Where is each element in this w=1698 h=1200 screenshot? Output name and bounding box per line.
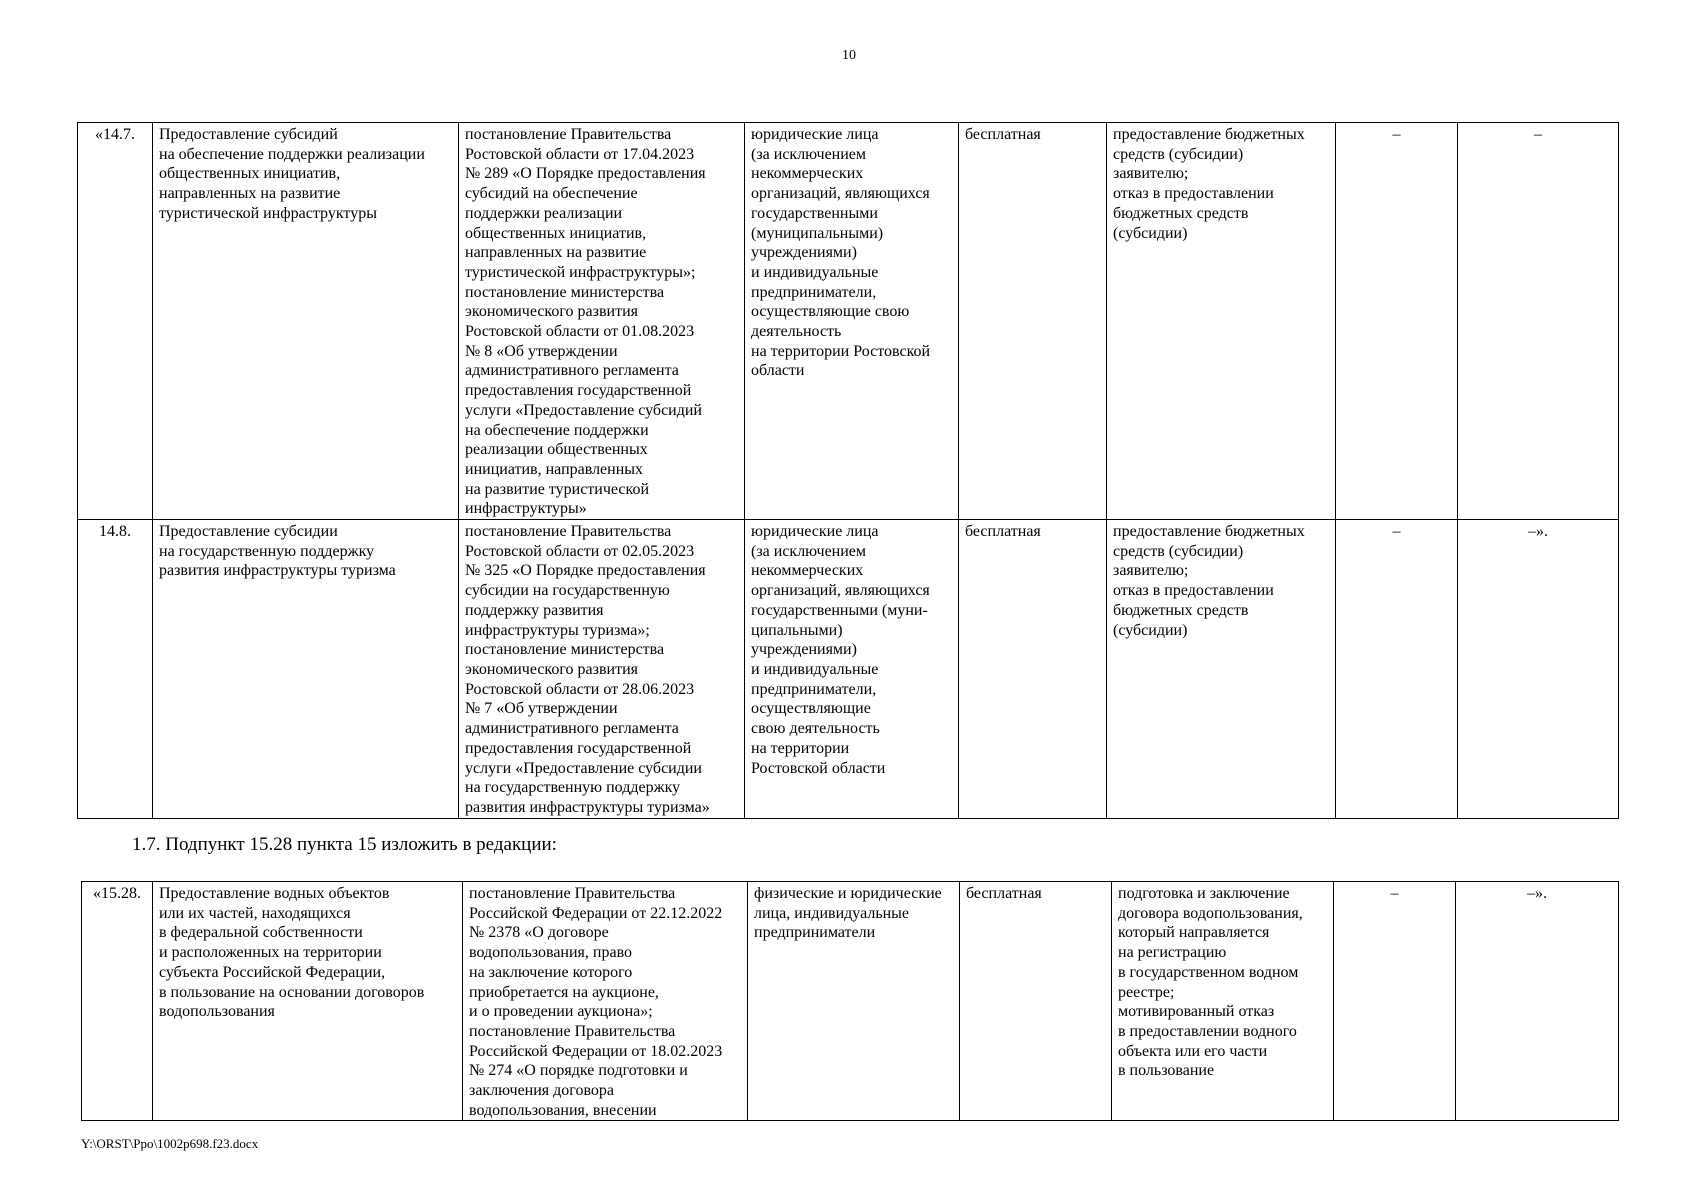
- legal-basis-cell: [463, 882, 748, 1121]
- table-row: [78, 520, 1619, 819]
- text-line: в пользование: [1118, 1062, 1215, 1080]
- text-line: свою деятельность: [751, 720, 880, 738]
- text-line: (за исключением: [751, 542, 867, 560]
- text-line: экономического развития: [465, 303, 638, 321]
- table-row: [78, 123, 1619, 520]
- text-line: и о проведении аукциона»;: [469, 1003, 653, 1021]
- text-line: развития инфраструктуры туризма»: [465, 798, 710, 816]
- text-line: на государственную поддержку: [159, 542, 375, 560]
- text-line: бесплатная: [965, 523, 1041, 541]
- text-line: (субсидии): [1113, 621, 1188, 639]
- text-line: в федеральной собственности: [159, 924, 363, 942]
- text-line: инфраструктуры туризма»;: [465, 621, 650, 639]
- text-line: объекта или его части: [1118, 1042, 1268, 1060]
- dash-cell: –».: [1458, 520, 1619, 819]
- text-line: услуги «Предоставление субсидии: [465, 759, 702, 777]
- text-line: отказ в предоставлении: [1113, 185, 1274, 203]
- text-line: постановление Правительства: [465, 126, 672, 143]
- text-line: бюджетных средств: [1113, 601, 1249, 619]
- text-line: субъекта Российской Федерации,: [159, 963, 386, 981]
- text-line: предоставления государственной: [465, 382, 692, 400]
- text-line: юридические лица: [751, 523, 879, 541]
- text-line: общественных инициатив,: [465, 224, 647, 242]
- text-line: на обеспечение поддержки реализации: [159, 145, 425, 163]
- text-line: постановление Правительства: [465, 523, 672, 541]
- text-line: услуги «Предоставление субсидий: [465, 401, 702, 419]
- text-line: в государственном водном: [1118, 963, 1299, 981]
- text-line: административного регламента: [465, 362, 679, 380]
- text-line: средств (субсидии): [1113, 145, 1244, 163]
- text-line: экономического развития: [465, 660, 638, 678]
- services-table-2: [81, 881, 1619, 1121]
- text-line: осуществляющие: [751, 700, 871, 718]
- text-line: на обеспечение поддержки: [465, 421, 649, 439]
- legal-basis-cell: [459, 520, 745, 819]
- text-line: туристической инфраструктуры: [159, 204, 377, 222]
- service-name-cell: [153, 520, 459, 819]
- text-line: развития инфраструктуры туризма: [159, 562, 396, 580]
- section-heading: 1.7. Подпункт 15.28 пункта 15 изложить в редакции:: [132, 834, 557, 855]
- text-line: деятельность: [751, 323, 842, 341]
- text-line: в пользование на основании договоров: [159, 983, 425, 1001]
- text-line: реестре;: [1118, 983, 1175, 1001]
- text-line: предоставление бюджетных: [1113, 523, 1305, 541]
- text-line: Ростовской области от 28.06.2023: [465, 680, 695, 698]
- text-line: средств (субсидии): [1113, 542, 1244, 560]
- dash-cell: –: [1458, 123, 1619, 520]
- file-path-footer: Y:\ORST\Ppo\1002p698.f23.docx: [81, 1136, 259, 1151]
- text-line: Предоставление субсидии: [159, 523, 338, 541]
- page-number: 10: [842, 48, 856, 63]
- text-line: поддержки реализации: [465, 204, 623, 222]
- text-line: предприниматели,: [751, 283, 877, 301]
- result-cell: [1107, 520, 1336, 819]
- text-line: водопользования, право: [469, 944, 633, 962]
- text-line: физические и юридические: [754, 885, 942, 902]
- row-number: «15.28.: [82, 882, 153, 1121]
- text-line: ципальными): [751, 621, 843, 639]
- text-line: Предоставление водных объектов: [159, 885, 390, 902]
- legal-basis-cell: [459, 123, 745, 520]
- text-line: водопользования, внесении: [469, 1101, 657, 1119]
- payment-cell: [959, 123, 1107, 520]
- text-line: поддержку развития: [465, 601, 604, 619]
- services-table-1: [77, 122, 1619, 819]
- text-line: заключения договора: [469, 1082, 615, 1100]
- text-line: на территории Ростовской: [751, 342, 931, 360]
- text-line: № 325 «О Порядке предоставления: [465, 562, 706, 580]
- service-name-cell: [153, 123, 459, 520]
- text-line: некоммерческих: [751, 165, 864, 183]
- text-line: постановление министерства: [465, 283, 665, 301]
- text-line: предприниматели,: [751, 680, 877, 698]
- text-line: направленных на развитие: [465, 244, 647, 262]
- text-line: предприниматели: [754, 924, 876, 942]
- recipients-cell: [748, 882, 960, 1121]
- service-name-cell: [153, 882, 463, 1121]
- text-line: № 7 «Об утверждении: [465, 700, 618, 718]
- text-line: бюджетных средств: [1113, 204, 1249, 222]
- text-line: постановление министерства: [465, 641, 665, 659]
- table-row: [82, 882, 1619, 1121]
- text-line: заявителю;: [1113, 562, 1189, 580]
- text-line: который направляется: [1118, 924, 1270, 942]
- text-line: № 274 «О порядке подготовки и: [469, 1062, 688, 1080]
- text-line: лица, индивидуальные: [754, 904, 910, 922]
- result-cell: [1107, 123, 1336, 520]
- text-line: заявителю;: [1113, 165, 1189, 183]
- payment-cell: [959, 520, 1107, 819]
- text-line: административного регламента: [465, 720, 679, 738]
- text-line: субсидии на государственную: [465, 582, 670, 600]
- text-line: общественных инициатив,: [159, 165, 341, 183]
- text-line: на государственную поддержку: [465, 779, 681, 797]
- text-line: Российской Федерации от 18.02.2023: [469, 1042, 723, 1060]
- text-line: (за исключением: [751, 145, 867, 163]
- text-line: постановление Правительства: [469, 1022, 676, 1040]
- text-line: направленных на развитие: [159, 185, 341, 203]
- text-line: подготовка и заключение: [1118, 885, 1290, 902]
- text-line: в предоставлении водного: [1118, 1022, 1297, 1040]
- text-line: водопользования: [159, 1003, 275, 1021]
- text-line: постановление Правительства: [469, 885, 676, 902]
- row-number: 14.8.: [78, 520, 153, 819]
- text-line: и индивидуальные: [751, 660, 879, 678]
- text-line: Предоставление субсидий: [159, 126, 338, 143]
- payment-cell: [960, 882, 1112, 1121]
- text-line: на заключение которого: [469, 963, 633, 981]
- text-line: Ростовской области от 17.04.2023: [465, 145, 695, 163]
- text-line: на территории: [751, 739, 850, 757]
- dash-cell: –: [1334, 882, 1456, 1121]
- text-line: организаций, являющихся: [751, 582, 930, 600]
- text-line: отказ в предоставлении: [1113, 582, 1274, 600]
- text-line: мотивированный отказ: [1118, 1003, 1275, 1021]
- text-line: Ростовской области: [751, 759, 886, 777]
- text-line: реализации общественных: [465, 441, 648, 459]
- text-line: некоммерческих: [751, 562, 864, 580]
- text-line: договора водопользования,: [1118, 904, 1303, 922]
- text-line: учреждениями): [751, 244, 857, 262]
- text-line: учреждениями): [751, 641, 857, 659]
- text-line: юридические лица: [751, 126, 879, 143]
- text-line: № 8 «Об утверждении: [465, 342, 618, 360]
- text-line: бесплатная: [966, 885, 1042, 902]
- text-line: осуществляющие свою: [751, 303, 910, 321]
- text-line: на регистрацию: [1118, 944, 1227, 962]
- text-line: № 289 «О Порядке предоставления: [465, 165, 706, 183]
- text-line: субсидий на обеспечение: [465, 185, 638, 203]
- text-line: организаций, являющихся: [751, 185, 930, 203]
- text-line: приобретается на аукционе,: [469, 983, 659, 1001]
- text-line: бесплатная: [965, 126, 1041, 143]
- text-line: Российской Федерации от 22.12.2022: [469, 904, 723, 922]
- text-line: на развитие туристической: [465, 480, 650, 498]
- text-line: государственными (муни-: [751, 601, 928, 619]
- text-line: (субсидии): [1113, 224, 1188, 242]
- text-line: области: [751, 362, 805, 380]
- row-number: «14.7.: [78, 123, 153, 520]
- text-line: предоставление бюджетных: [1113, 126, 1305, 143]
- result-cell: [1112, 882, 1334, 1121]
- text-line: (муниципальными): [751, 224, 884, 242]
- text-line: Ростовской области от 02.05.2023: [465, 542, 695, 560]
- dash-cell: –: [1336, 520, 1458, 819]
- text-line: государственными: [751, 204, 878, 222]
- text-line: или их частей, находящихся: [159, 904, 351, 922]
- text-line: и расположенных на территории: [159, 944, 382, 962]
- recipients-cell: [745, 520, 959, 819]
- dash-cell: –».: [1456, 882, 1619, 1121]
- text-line: туристической инфраструктуры»;: [465, 263, 696, 281]
- text-line: инициатив, направленных: [465, 460, 644, 478]
- dash-cell: –: [1336, 123, 1458, 520]
- text-line: инфраструктуры»: [465, 500, 587, 518]
- text-line: и индивидуальные: [751, 263, 879, 281]
- text-line: Ростовской области от 01.08.2023: [465, 323, 695, 341]
- recipients-cell: [745, 123, 959, 520]
- text-line: № 2378 «О договоре: [469, 924, 609, 942]
- text-line: предоставления государственной: [465, 739, 692, 757]
